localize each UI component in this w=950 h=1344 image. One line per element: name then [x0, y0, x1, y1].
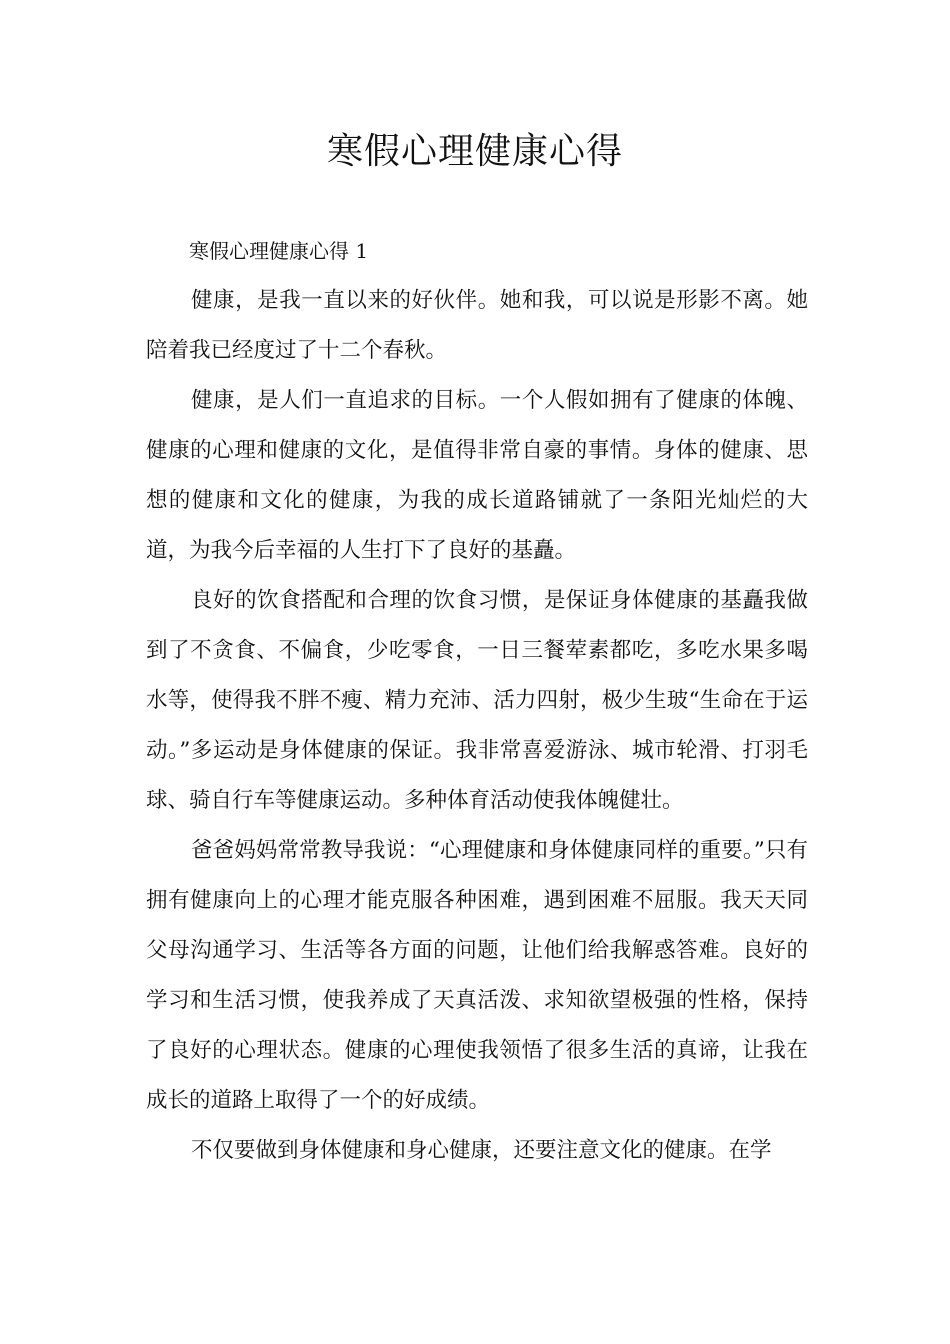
section-heading: 寒假心理健康心得 1 [189, 239, 369, 263]
paragraph-3: 良好的饮食搭配和合理的饮食习惯，是保证身体健康的基矗我做到了不贪食、不偏食，少吃零食，一日三餐荤素都吃，多吃水果多喝水等，使得我不胖不瘦、精力充沛、活力四射，极少生玻“生命在于运动。”多运动是身体健康的保证。我非常喜爱游泳、城市轮滑、打羽毛球、骑自行车等健康运动。多种体育活动使我体魄健壮。 [146, 588, 808, 813]
paragraph-5: 不仅要做到身体健康和身心健康，还要注意文化的健康。在学 [191, 1138, 772, 1163]
document-title: 寒假心理健康心得 [326, 131, 623, 172]
paragraph-1: 健康，是我一直以来的好伙伴。她和我，可以说是形影不离。她陪着我已经度过了十二个春秋。 [146, 288, 808, 363]
paragraph-2: 健康，是人们一直追求的目标。一个人假如拥有了健康的体魄、健康的心理和健康的文化，是值得非常自豪的事情。身体的健康、思想的健康和文化的健康，为我的成长道路铺就了一条阳光灿烂的大道，为我今后幸福的人生打下了良好的基矗。 [146, 388, 808, 563]
paragraph-4: 爸爸妈妈常常教导我说：“心理健康和身体健康同样的重要。”只有拥有健康向上的心理才能克服各种困难，遇到困难不屈服。我天天同父母沟通学习、生活等各方面的问题，让他们给我解惑答难。良好的学习和生活习惯，使我养成了天真活泼、求知欲望极强的性格，保持了良好的心理状态。健康的心理使我领悟了很多生活的真谛，让我在成长的道路上取得了一个的好成绩。 [146, 838, 808, 1113]
document-body [146, 226, 808, 1176]
